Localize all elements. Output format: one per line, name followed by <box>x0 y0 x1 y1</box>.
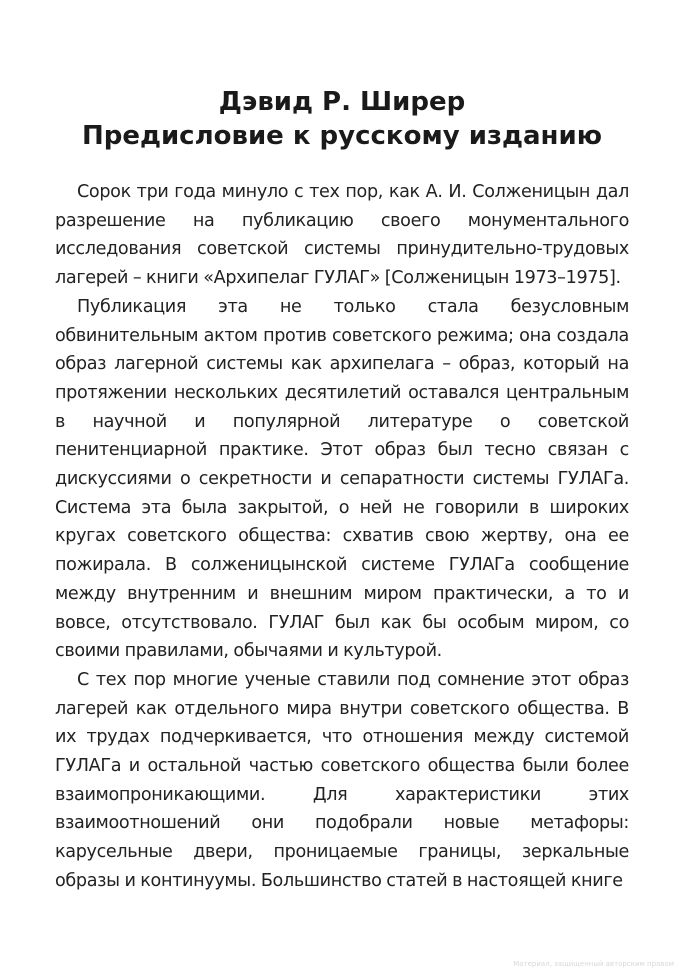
body-paragraph-1: Сорок три года минуло с тех пор, как А. И. Солженицын дал разрешение на публикацию своего монументального исследования советской системы принудительно-трудовых лагерей – книги «Архипелаг ГУЛАГ» [Солженицын 1973–1975]. <box>55 182 629 289</box>
body-paragraph-3: С тех пор многие ученые ставили под сомнение этот образ лагерей как отдельного мира внутри советского общества. В их трудах подчеркивается, что отношения между системой ГУЛАГа и остальной частью советского общества были более взаимопроникающими. Для характеристики этих взаимоотношений они подобрали новые метафоры: карусельные двери, проницаемые границы, зеркальные образы и континуумы. Большинство статей в настоящей книге <box>55 669 629 891</box>
document-page <box>55 85 629 896</box>
chapter-title: Предисловие к русскому изданию <box>81 121 603 151</box>
page-title <box>55 85 629 153</box>
body-paragraph-2: Публикация эта не только стала безусловным обвинительным актом против советского режима; она создала образ лагерной системы как архипелага – образ, который на протяжении нескольких десятилетий оставался центральным в научной и популярной литературе о советской пенитенциарной практике. Этот образ был тесно связан с дискуссиями о секретности и сепаратности системы ГУЛАГа. Система эта была закрытой, о ней не говорили в широких кругах советского общества: схватив свою жертву, она ее пожирала. В солженицынской системе ГУЛАГа сообщение между внутренним и внешним миром практически, а то и вовсе, отсутствовало. ГУЛАГ был как бы особым миром, со своими правилами, обычаями и культурой. <box>55 296 629 662</box>
author-name: Дэвид Р. Ширер <box>218 87 466 117</box>
copyright-watermark: Материал, защищенный авторским правом <box>513 960 674 968</box>
